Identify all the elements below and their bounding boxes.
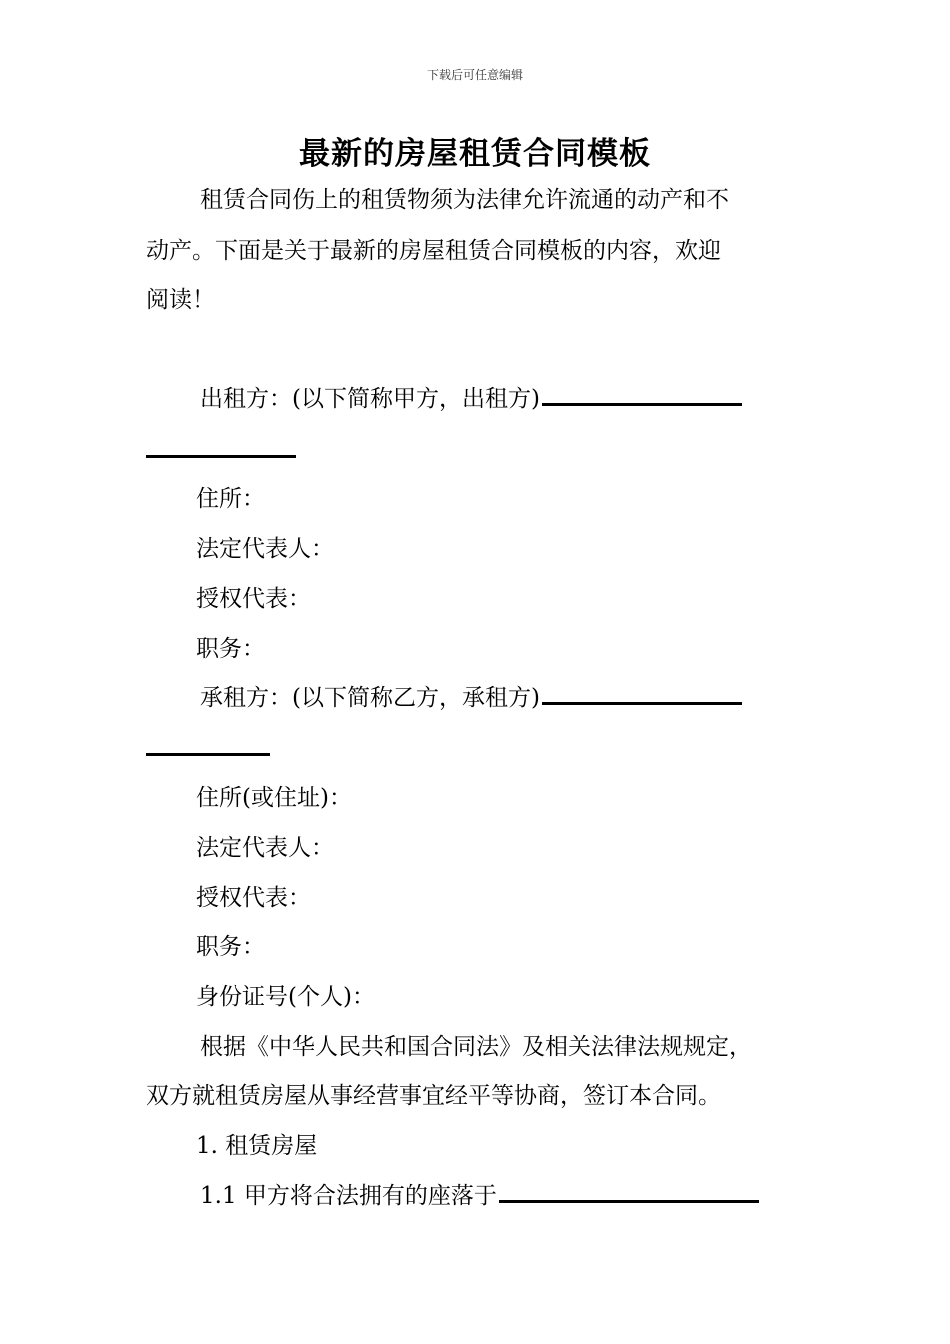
basis-line-1: 根据《中华人民共和国合同法》及相关法律法规规定，	[200, 1034, 752, 1060]
lessee-name-blank	[542, 702, 742, 705]
section-1-heading: 1. 租赁房屋	[196, 1133, 318, 1159]
lessor-name-blank-continued-row	[146, 436, 296, 466]
intro-line-1: 租赁合同伤上的租赁物须为法律允许流通的动产和不	[200, 187, 729, 213]
lessor-name-blank	[542, 403, 742, 406]
lessee-auth-rep: 授权代表：	[196, 885, 311, 911]
lessee-heading: 承租方：(以下简称乙方，承租方)	[200, 685, 540, 711]
lessee-heading-row	[200, 683, 742, 713]
lessor-address: 住所：	[196, 486, 265, 512]
lessor-heading: 出租方：(以下简称甲方，出租方)	[200, 386, 540, 412]
intro-line-3: 阅读！	[146, 287, 215, 313]
lessor-heading-row	[200, 384, 742, 414]
header-note: 下载后可任意编辑	[426, 68, 523, 82]
lessor-auth-rep: 授权代表：	[196, 586, 311, 612]
property-location-blank	[499, 1200, 759, 1203]
lessee-id-number: 身份证号(个人)：	[196, 984, 375, 1010]
lessor-name-blank-continued	[146, 455, 296, 458]
lessor-legal-rep: 法定代表人：	[196, 536, 334, 562]
clause-1-1: 1.1 甲方将合法拥有的座落于	[200, 1183, 497, 1209]
document-title: 最新的房屋租赁合同模板	[299, 136, 651, 172]
lessee-name-blank-continued	[146, 753, 270, 756]
intro-line-2: 动产。下面是关于最新的房屋租赁合同模板的内容，欢迎	[146, 238, 721, 264]
basis-line-2: 双方就租赁房屋从事经营事宜经平等协商，签订本合同。	[146, 1083, 721, 1109]
lessee-name-blank-continued-row	[146, 734, 270, 764]
lessee-position: 职务：	[196, 934, 265, 960]
lessee-legal-rep: 法定代表人：	[196, 835, 334, 861]
lessee-address: 住所(或住址)：	[196, 785, 352, 811]
lessor-position: 职务：	[196, 636, 265, 662]
clause-1-1-row	[200, 1181, 759, 1211]
